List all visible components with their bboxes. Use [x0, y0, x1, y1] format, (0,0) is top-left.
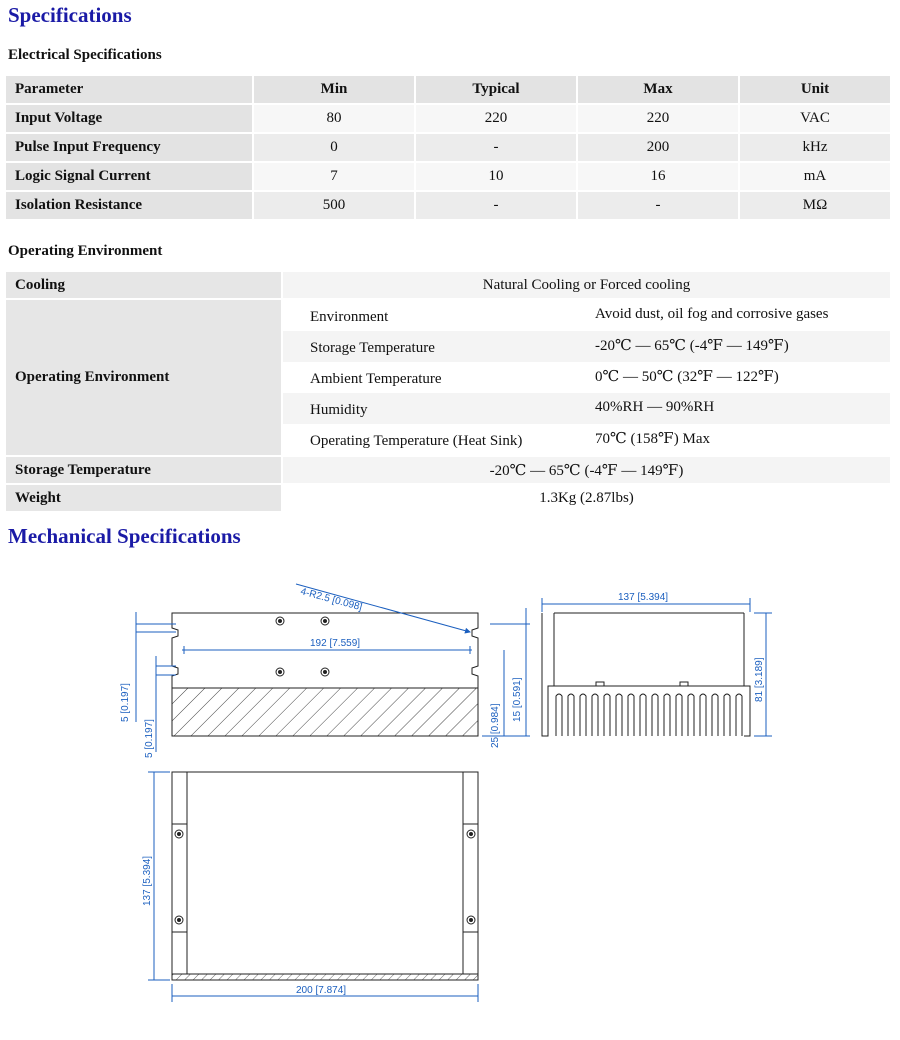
list-item	[283, 393, 890, 424]
cell-max: -	[578, 192, 738, 219]
electrical-table	[4, 74, 892, 221]
table-row	[6, 105, 890, 132]
cell-min: 500	[254, 192, 414, 219]
top-view	[142, 772, 478, 1002]
front-view	[120, 584, 530, 758]
env-key: Ambient Temperature	[310, 370, 442, 387]
operating-heading: Operating Environment	[8, 243, 163, 259]
page-title: Specifications	[8, 3, 132, 27]
cell-typical: 10	[416, 163, 576, 190]
env-value: 0℃ — 50℃ (32℉ — 122℉)	[595, 368, 779, 385]
env-key: Storage Temperature	[283, 331, 578, 362]
storage-label: Storage Temperature	[6, 457, 281, 483]
row-label: Input Voltage	[6, 105, 252, 132]
dim-15: 15 [0.591]	[512, 677, 523, 722]
cell-min: 80	[254, 105, 414, 132]
row-label: Logic Signal Current	[6, 163, 252, 190]
header-max: Max	[578, 76, 738, 103]
table-row	[6, 163, 890, 190]
list-item	[283, 331, 890, 362]
mechanical-drawing	[110, 562, 780, 1007]
cell-unit: MΩ	[740, 192, 890, 219]
env-value: Avoid dust, oil fog and corrosive gases	[595, 305, 829, 322]
env-value: 40%RH — 90%RH	[578, 393, 890, 424]
table-row	[6, 134, 890, 161]
dim-5a: 5 [0.197]	[120, 683, 131, 722]
cell-unit: mA	[740, 163, 890, 190]
weight-value: 1.3Kg (2.87lbs)	[283, 485, 890, 511]
header-typical: Typical	[416, 76, 576, 103]
radius-label: 4-R2.5 [0.098]	[299, 586, 364, 614]
dim-192: 192 [7.559]	[310, 638, 361, 649]
dim-81: 81 [3.189]	[754, 657, 765, 702]
cell-typical: 220	[416, 105, 576, 132]
list-item	[283, 362, 890, 393]
storage-value: -20℃ — 65℃ (-4℉ — 149℉)	[283, 457, 890, 483]
cell-min: 7	[254, 163, 414, 190]
row-label: Pulse Input Frequency	[6, 134, 252, 161]
table-row	[6, 300, 890, 455]
dim-25: 25 [0.984]	[490, 703, 501, 748]
table-row	[6, 485, 890, 511]
table-row	[6, 457, 890, 483]
env-key: Humidity	[283, 393, 578, 424]
cell-unit: kHz	[740, 134, 890, 161]
cell-typical: -	[416, 134, 576, 161]
table-row	[6, 192, 890, 219]
operating-env-label: Operating Environment	[6, 300, 281, 455]
environment-table	[4, 270, 892, 513]
weight-label: Weight	[6, 485, 281, 511]
table-header-row	[6, 76, 890, 103]
cell-unit: VAC	[740, 105, 890, 132]
list-item	[283, 300, 890, 331]
dim-137-side: 137 [5.394]	[142, 855, 153, 906]
cell-max: 16	[578, 163, 738, 190]
dim-137-top: 137 [5.394]	[618, 592, 669, 603]
cell-max: 220	[578, 105, 738, 132]
row-label: Isolation Resistance	[6, 192, 252, 219]
header-parameter: Parameter	[6, 76, 252, 103]
table-row	[6, 272, 890, 298]
dim-5b: 5 [0.197]	[144, 719, 155, 758]
list-item	[283, 424, 890, 455]
env-value: 70℃ (158℉) Max	[595, 430, 710, 447]
env-key: Environment	[310, 308, 389, 325]
header-unit: Unit	[740, 76, 890, 103]
dim-200: 200 [7.874]	[296, 985, 347, 996]
electrical-heading: Electrical Specifications	[8, 47, 162, 63]
mechanical-heading: Mechanical Specifications	[8, 524, 241, 548]
env-value: -20℃ — 65℃ (-4℉ — 149℉)	[578, 331, 890, 362]
cell-max: 200	[578, 134, 738, 161]
operating-env-subtable	[283, 300, 890, 455]
env-key: Operating Temperature (Heat Sink)	[310, 432, 523, 449]
header-min: Min	[254, 76, 414, 103]
cooling-label: Cooling	[6, 272, 281, 298]
side-view	[542, 592, 772, 736]
cooling-value: Natural Cooling or Forced cooling	[283, 272, 890, 298]
cell-min: 0	[254, 134, 414, 161]
cell-typical: -	[416, 192, 576, 219]
